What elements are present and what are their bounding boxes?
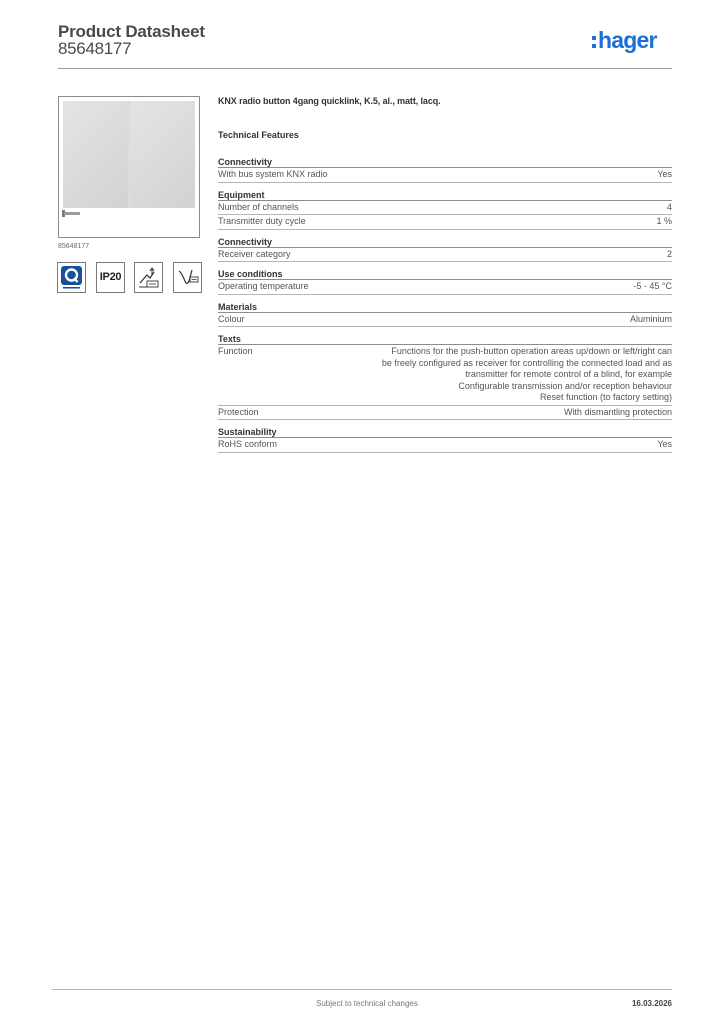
- spec-group: [218, 236, 672, 263]
- document-number: 85648177: [58, 39, 132, 58]
- spec-value-line: Aluminium: [629, 313, 672, 324]
- hager-logo: [592, 27, 672, 55]
- spec-label: Function: [218, 346, 253, 356]
- spec-group-heading: Connectivity: [218, 156, 672, 168]
- image-caption: 85648177: [58, 243, 90, 250]
- spec-row: [218, 201, 672, 216]
- spec-group-heading: Use conditions: [218, 268, 672, 280]
- spec-row: [218, 438, 672, 453]
- technical-features-table: [218, 156, 672, 459]
- spec-value: [633, 281, 672, 293]
- spec-group-heading: Texts: [218, 333, 672, 345]
- push-button-plate: [63, 101, 195, 208]
- spec-value-line: transmitter for remote control of a blind, for example: [465, 369, 672, 379]
- product-image: [58, 96, 200, 238]
- spec-label: Colour: [218, 313, 245, 324]
- spec-value-line: With dismantling protection: [563, 406, 672, 417]
- spec-row: [218, 345, 672, 406]
- spec-value-line: Yes: [657, 169, 672, 179]
- spec-label: RoHS conform: [218, 439, 278, 449]
- quality-mark-icon: [57, 262, 86, 293]
- spec-value-line: Configurable transmission and/or reception behaviour: [458, 380, 672, 391]
- page-header: [58, 21, 672, 69]
- footer-date: 16.03.2026: [631, 999, 672, 1008]
- spec-value: [657, 169, 672, 181]
- spec-group: [218, 156, 672, 183]
- spec-row: [218, 406, 672, 421]
- spec-value: [630, 314, 672, 326]
- spec-value: [382, 346, 672, 404]
- spec-value: [667, 249, 672, 261]
- spec-value-line: 1 %: [656, 216, 672, 226]
- spec-group-heading: Sustainability: [218, 426, 672, 438]
- spec-label: Number of channels: [218, 201, 299, 212]
- spec-value: [657, 439, 672, 451]
- page-footer: [52, 989, 672, 1008]
- spec-group-heading: Equipment: [218, 189, 672, 201]
- spec-value-line: be freely configured as receiver for controlling the connected load and as: [381, 357, 672, 368]
- spec-group: [218, 189, 672, 230]
- recycling-symbol-icon: [134, 262, 163, 293]
- disposal-symbol-icon: [173, 262, 202, 293]
- footer-note: Subject to technical changes: [316, 999, 418, 1008]
- spec-row: [218, 313, 672, 328]
- spec-label: With bus system KNX radio: [218, 169, 328, 179]
- spec-group: [218, 333, 672, 420]
- spec-row: [218, 280, 672, 295]
- spec-value-line: Yes: [657, 439, 672, 449]
- spec-group: [218, 268, 672, 295]
- brand-wordmark: hager: [598, 27, 657, 53]
- rocker-left: [63, 101, 128, 208]
- spec-label: Transmitter duty cycle: [218, 216, 306, 226]
- spec-group-heading: Connectivity: [218, 236, 672, 248]
- spec-group-heading: Materials: [218, 301, 672, 313]
- spec-group: [218, 426, 672, 453]
- spec-value-line: 2: [666, 248, 672, 259]
- spec-value: [667, 202, 672, 214]
- document-title: Product Datasheet: [58, 22, 205, 41]
- spec-value: [564, 407, 672, 419]
- technical-features-heading: Technical Features: [218, 130, 299, 140]
- spec-value-line: 4: [666, 201, 672, 212]
- spec-row: [218, 248, 672, 263]
- spec-label: Receiver category: [218, 248, 291, 259]
- product-description: KNX radio button 4gang quicklink, K.5, al., matt, lacq.: [218, 96, 441, 106]
- spec-row: [218, 168, 672, 183]
- spec-row: [218, 215, 672, 230]
- spec-label: Protection: [218, 406, 259, 417]
- plate-side-view: [64, 212, 80, 215]
- spec-value-line: Reset function (to factory setting): [539, 392, 672, 402]
- spec-value-line: Functions for the push-button operation areas up/down or left/right can: [391, 346, 672, 356]
- spec-value: [656, 216, 672, 228]
- spec-value-line: -5 - 45 °C: [633, 281, 672, 291]
- spec-label: Operating temperature: [218, 281, 309, 291]
- rocker-right: [130, 101, 195, 208]
- spec-group: [218, 301, 672, 328]
- ip20-rating-badge: IP20: [96, 262, 125, 293]
